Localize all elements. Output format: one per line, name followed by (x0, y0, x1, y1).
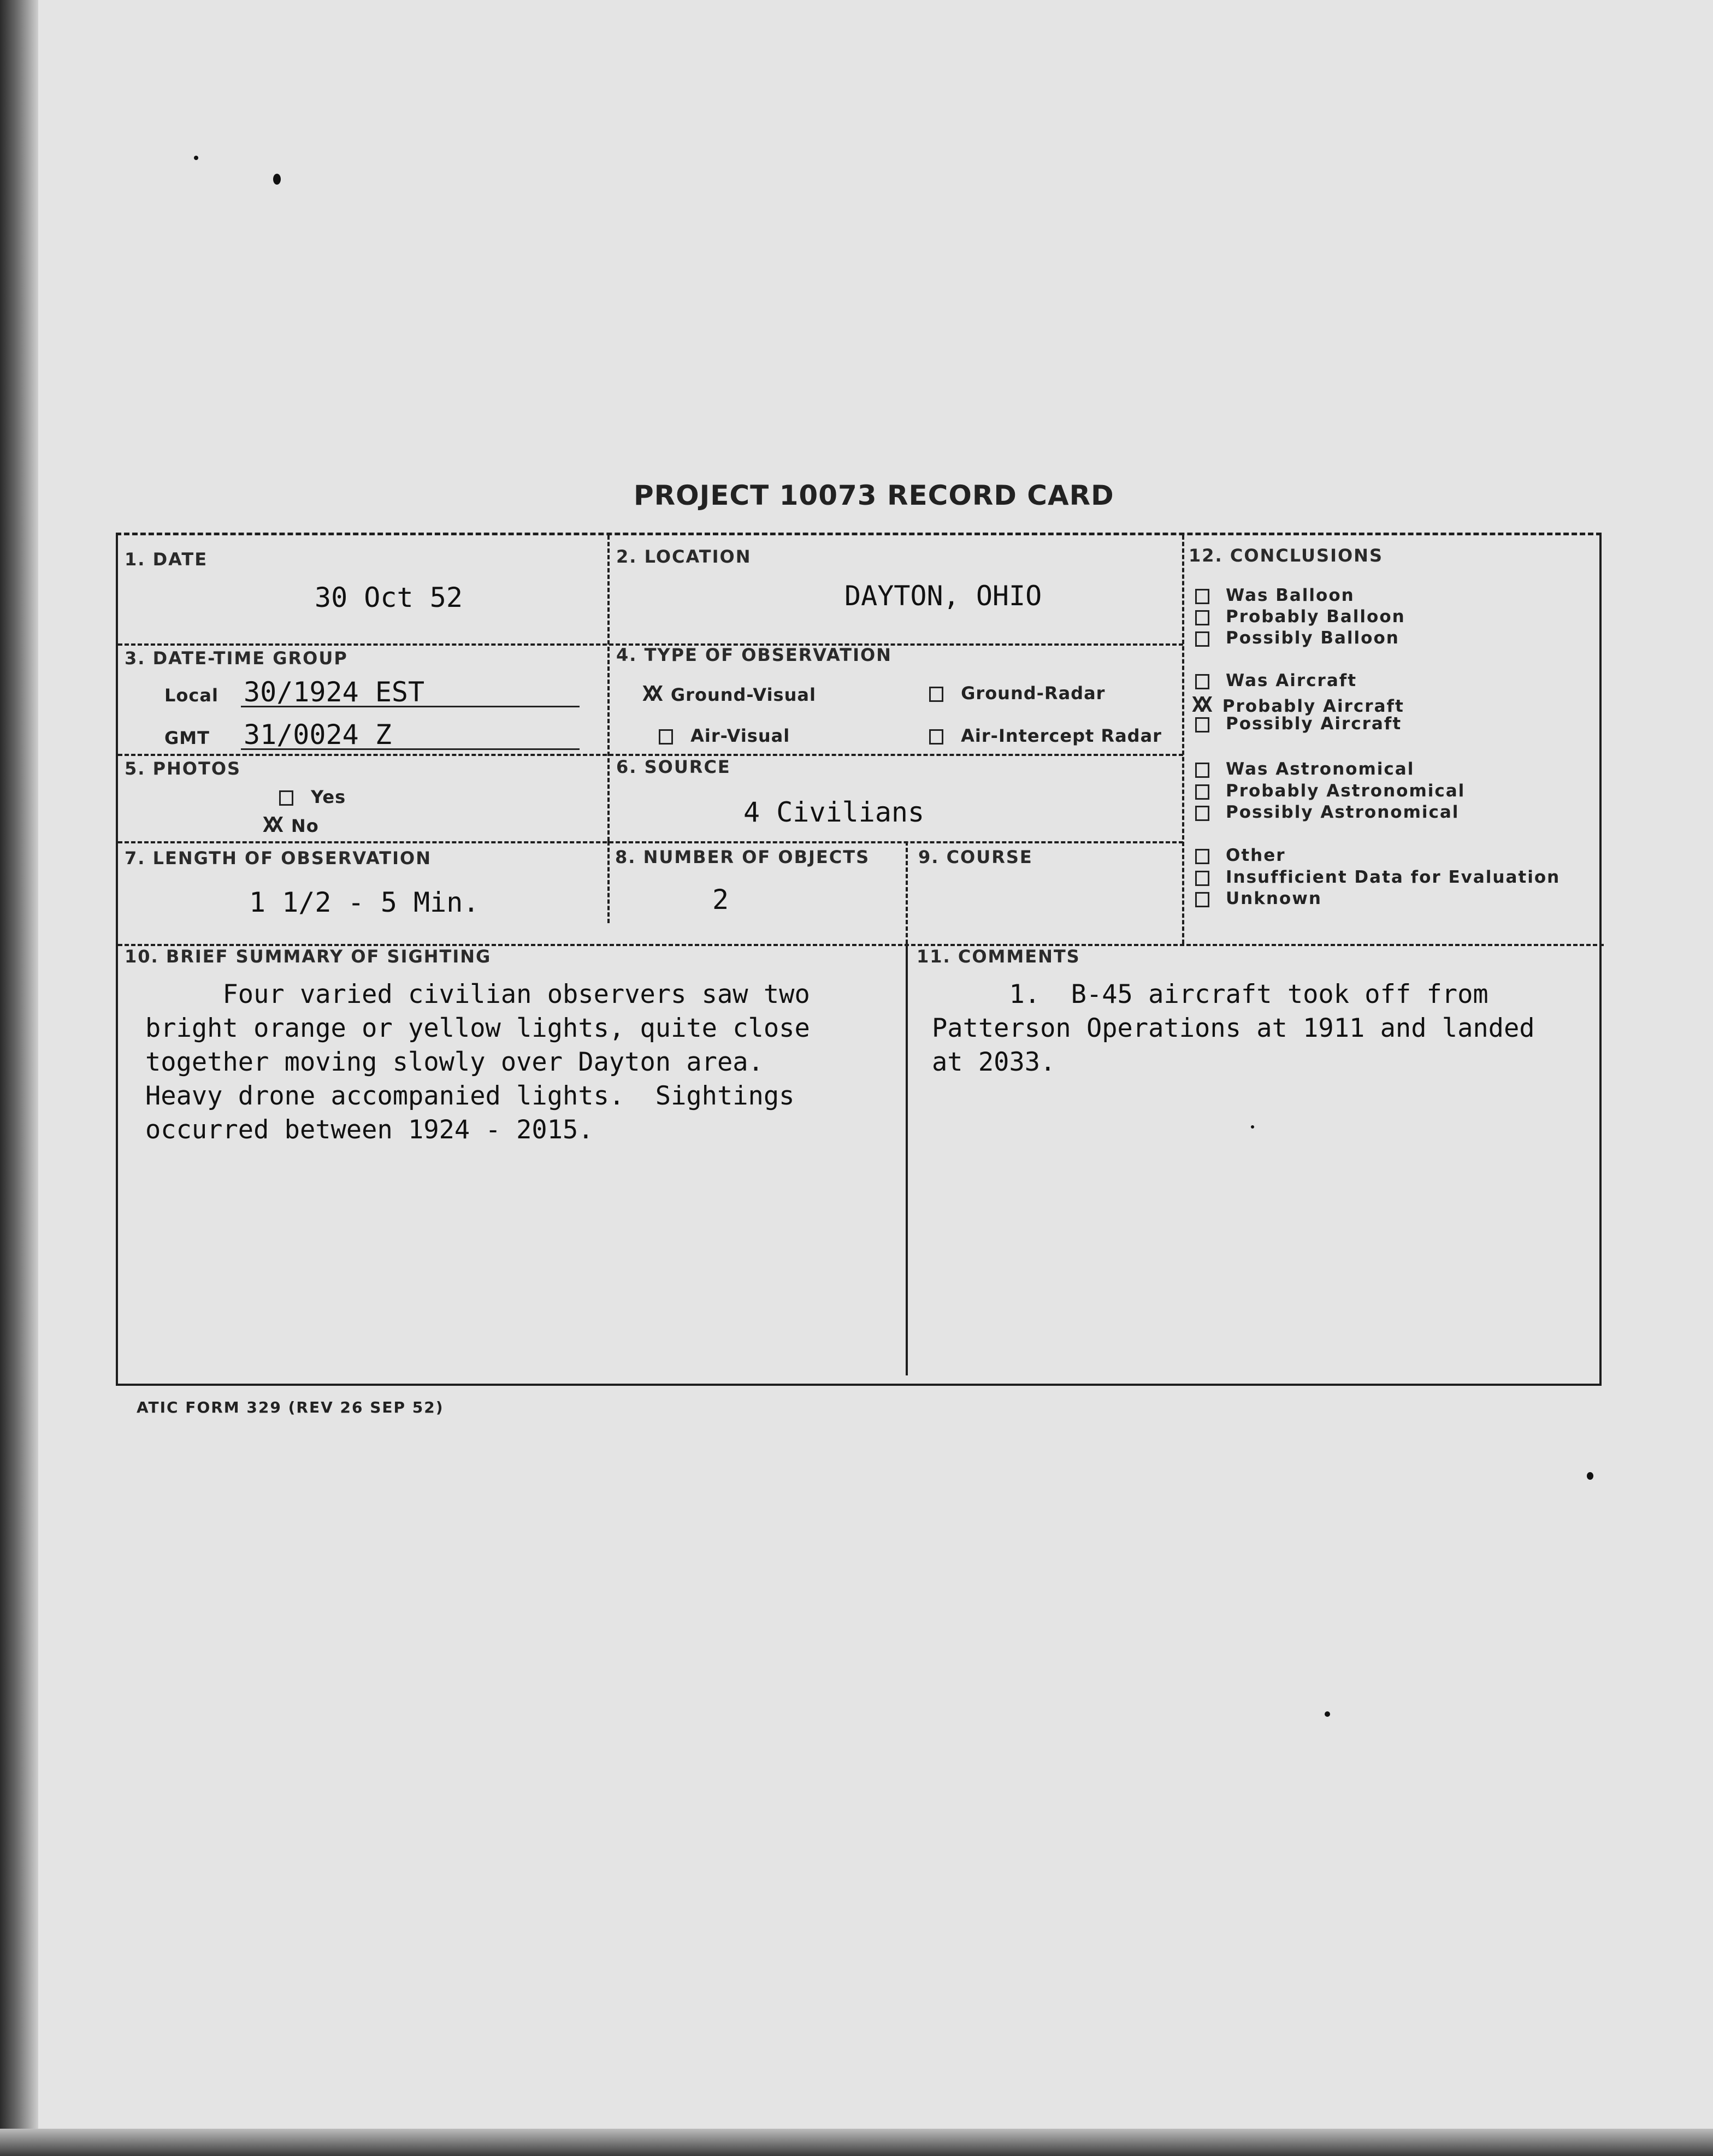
ground-visual-x-mark: XX (642, 682, 659, 706)
conclusion-checkbox (1195, 631, 1209, 647)
conclusion-label: Possibly Astronomical (1226, 802, 1460, 822)
conclusion-label: Was Balloon (1226, 586, 1355, 605)
ground-radar-label: Ground-Radar (961, 683, 1106, 704)
length-of-observation-label: 7. LENGTH OF OBSERVATION (125, 848, 432, 869)
ground-visual-label: Ground-Visual (670, 684, 816, 705)
grid-line (607, 535, 610, 841)
conclusion-label: Other (1226, 846, 1286, 865)
location-value: DAYTON, OHIO (844, 580, 1042, 612)
record-card (116, 533, 1602, 1386)
conclusion-label: Insufficient Data for Evaluation (1226, 867, 1561, 887)
conclusion-other (1195, 846, 1286, 865)
conclusion-was-astronomical (1195, 759, 1414, 779)
photos-yes-checkbox (279, 790, 293, 806)
scan-speck (194, 156, 198, 160)
conclusion-was-aircraft (1195, 671, 1357, 690)
photos-yes-label: Yes (311, 787, 346, 807)
local-time-value: 30/1924 EST (244, 676, 425, 708)
air-visual-option (659, 725, 790, 746)
scan-speck (273, 174, 281, 185)
scan-speck (1325, 1711, 1330, 1717)
gmt-label: GMT (164, 728, 210, 748)
date-value: 30 Oct 52 (315, 582, 463, 613)
ground-visual-option (642, 682, 816, 706)
grid-line (906, 841, 908, 944)
grid-line (1182, 535, 1184, 944)
card-title: PROJECT 10073 RECORD CARD (634, 480, 1114, 511)
conclusion-label: Unknown (1226, 889, 1322, 908)
conclusion-unknown (1195, 889, 1322, 908)
photos-no-option (263, 813, 319, 837)
air-visual-label: Air-Visual (690, 725, 790, 746)
number-of-objects-label: 8. NUMBER OF OBJECTS (615, 847, 870, 867)
course-label: 9. COURSE (918, 847, 1033, 867)
scan-edge-left (0, 0, 38, 2156)
location-label: 2. LOCATION (616, 546, 752, 567)
conclusion-x-mark: XX (1192, 693, 1208, 717)
form-footer: ATIC FORM 329 (REV 26 SEP 52) (137, 1398, 444, 1416)
conclusion-was-balloon (1195, 586, 1355, 605)
conclusion-checkbox (1195, 892, 1209, 907)
conclusion-checkbox (1195, 871, 1209, 886)
number-of-objects-value: 2 (712, 884, 729, 915)
type-of-observation-label: 4. TYPE OF OBSERVATION (616, 645, 892, 665)
date-time-group-label: 3. DATE-TIME GROUP (125, 648, 348, 669)
gmt-underline (241, 748, 580, 750)
conclusion-label: Possibly Aircraft (1226, 714, 1402, 734)
conclusion-possibly-balloon (1195, 628, 1399, 648)
source-value: 4 Civilians (743, 796, 925, 828)
conclusion-probably-balloon (1195, 607, 1405, 627)
grid-line (118, 841, 1183, 843)
summary-text: Four varied civilian observers saw two bright orange or yellow lights, quite close together moving slowly over Dayton area. Heavy drone accompanied lights. Sightings occurred between 1924 - 2015. (145, 979, 810, 1145)
conclusion-checkbox (1195, 674, 1209, 689)
conclusion-insufficient-data (1195, 867, 1560, 887)
ground-radar-option (929, 683, 1105, 704)
conclusion-checkbox (1195, 763, 1209, 778)
conclusion-label: Probably Balloon (1226, 607, 1405, 627)
photos-no-x-mark: XX (263, 813, 279, 837)
air-visual-checkbox (659, 729, 673, 745)
gmt-time-value: 31/0024 Z (244, 719, 392, 751)
photos-label: 5. PHOTOS (125, 758, 241, 779)
grid-line (118, 754, 1183, 756)
grid-line (607, 841, 610, 923)
conclusion-label: Possibly Balloon (1226, 628, 1399, 648)
conclusion-possibly-astronomical (1195, 802, 1459, 822)
conclusion-probably-astronomical (1195, 781, 1465, 801)
conclusion-checkbox (1195, 589, 1209, 604)
local-label: Local (164, 685, 218, 706)
comments-text: 1. B-45 aircraft took off from Patterson Operations at 1911 and landed at 2033. (932, 979, 1535, 1077)
grid-line (906, 944, 908, 1375)
photos-yes-option (279, 787, 346, 807)
conclusion-checkbox (1195, 806, 1209, 821)
conclusion-checkbox (1195, 717, 1209, 733)
conclusion-probably-aircraft (1192, 693, 1404, 717)
conclusion-checkbox (1195, 784, 1209, 800)
conclusion-label: Was Aircraft (1226, 671, 1357, 690)
scan-speck (1587, 1472, 1593, 1480)
photos-no-label: No (291, 816, 319, 836)
scan-edge-bottom (0, 2129, 1713, 2156)
date-label: 1. DATE (125, 549, 208, 570)
source-label: 6. SOURCE (616, 757, 731, 777)
conclusion-label: Was Astronomical (1226, 759, 1415, 779)
air-intercept-radar-label: Air-Intercept Radar (961, 725, 1162, 746)
ground-radar-checkbox (929, 687, 943, 702)
conclusions-label: 12. CONCLUSIONS (1189, 545, 1383, 566)
local-underline (241, 706, 580, 707)
conclusion-checkbox (1195, 610, 1209, 625)
comments-label: 11. COMMENTS (917, 946, 1080, 967)
length-of-observation-value: 1 1/2 - 5 Min. (249, 887, 480, 918)
conclusion-label: Probably Astronomical (1226, 781, 1466, 801)
air-intercept-radar-option (929, 725, 1162, 746)
air-intercept-radar-checkbox (929, 729, 943, 745)
conclusion-label: Probably Aircraft (1222, 696, 1404, 716)
conclusion-checkbox (1195, 849, 1209, 864)
conclusion-possibly-aircraft (1195, 714, 1402, 734)
summary-label: 10. BRIEF SUMMARY OF SIGHTING (125, 946, 492, 967)
